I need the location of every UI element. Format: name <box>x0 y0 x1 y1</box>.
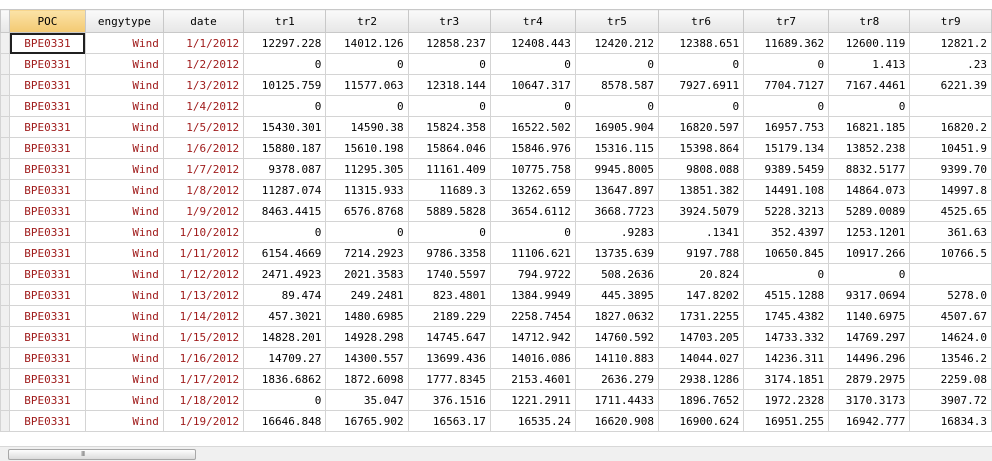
cell-engytype[interactable]: Wind <box>85 348 163 369</box>
row-header[interactable] <box>1 369 10 390</box>
cell-tr7[interactable]: 5228.3213 <box>744 201 829 222</box>
cell-tr6[interactable]: 16820.597 <box>659 117 744 138</box>
cell-tr4[interactable]: 2258.7454 <box>490 306 575 327</box>
table-row <box>1 369 992 390</box>
cell-tr6[interactable]: 147.8202 <box>659 285 744 306</box>
cell-tr4[interactable]: 10647.317 <box>490 75 575 96</box>
cell-tr3[interactable]: 15824.358 <box>408 117 490 138</box>
grip-lines-icon: III <box>81 450 85 458</box>
cell-date[interactable]: 1/16/2012 <box>163 348 243 369</box>
cell-tr9[interactable]: 16820.2 <box>910 117 992 138</box>
cell-tr3[interactable]: 823.4801 <box>408 285 490 306</box>
cell-tr3[interactable]: 2189.229 <box>408 306 490 327</box>
cell-tr8[interactable]: 1253.1201 <box>829 222 910 243</box>
table-row <box>1 243 992 264</box>
cell-tr6[interactable]: 15398.864 <box>659 138 744 159</box>
cell-tr1[interactable]: 16646.848 <box>244 411 326 432</box>
cell-tr2[interactable]: 1480.6985 <box>326 306 408 327</box>
cell-tr1[interactable]: 0 <box>244 96 326 117</box>
cell-tr5[interactable]: 16620.908 <box>575 411 658 432</box>
cell-tr8[interactable]: 14769.297 <box>829 327 910 348</box>
cell-tr8[interactable]: 14864.073 <box>829 180 910 201</box>
cell-tr4[interactable]: 15846.976 <box>490 138 575 159</box>
cell-tr4[interactable]: 16535.24 <box>490 411 575 432</box>
cell-tr4[interactable]: 11106.621 <box>490 243 575 264</box>
cell-tr6[interactable]: 16900.624 <box>659 411 744 432</box>
table-row <box>1 117 992 138</box>
cell-tr8[interactable]: 0 <box>829 264 910 285</box>
cell-tr9[interactable]: 10766.5 <box>910 243 992 264</box>
cell-tr9[interactable]: 2259.08 <box>910 369 992 390</box>
row-header[interactable] <box>1 159 10 180</box>
table-row <box>1 96 992 117</box>
cell-tr2[interactable]: 11315.933 <box>326 180 408 201</box>
cell-poc[interactable]: BPE0331 <box>10 222 86 243</box>
cell-tr7[interactable]: 14236.311 <box>744 348 829 369</box>
cell-poc[interactable]: BPE0331 <box>10 96 86 117</box>
table-row <box>1 54 992 75</box>
cell-tr2[interactable]: 15610.198 <box>326 138 408 159</box>
cell-date[interactable]: 1/10/2012 <box>163 222 243 243</box>
cell-tr6[interactable]: 9197.788 <box>659 243 744 264</box>
cell-tr1[interactable]: 12297.228 <box>244 33 326 54</box>
cell-poc[interactable]: BPE0331 <box>10 159 86 180</box>
cell-tr1[interactable]: 11287.074 <box>244 180 326 201</box>
cell-tr4[interactable]: 13262.659 <box>490 180 575 201</box>
cell-tr4[interactable]: 10775.758 <box>490 159 575 180</box>
cell-tr2[interactable]: 0 <box>326 222 408 243</box>
cell-tr1[interactable]: 89.474 <box>244 285 326 306</box>
cell-engytype[interactable]: Wind <box>85 411 163 432</box>
cell-tr9[interactable]: 10451.9 <box>910 138 992 159</box>
cell-tr5[interactable]: 445.3895 <box>575 285 658 306</box>
cell-tr7[interactable]: 10650.845 <box>744 243 829 264</box>
cell-tr8[interactable]: 2879.2975 <box>829 369 910 390</box>
column-header-tr3[interactable]: tr3 <box>408 10 490 33</box>
cell-poc[interactable]: BPE0331 <box>10 33 86 54</box>
cell-tr3[interactable]: 14745.647 <box>408 327 490 348</box>
cell-tr4[interactable]: 14712.942 <box>490 327 575 348</box>
cell-tr2[interactable]: 2021.3583 <box>326 264 408 285</box>
cell-poc[interactable]: BPE0331 <box>10 390 86 411</box>
cell-tr4[interactable]: 1221.2911 <box>490 390 575 411</box>
cell-engytype[interactable]: Wind <box>85 327 163 348</box>
cell-tr8[interactable]: 16821.185 <box>829 117 910 138</box>
data-table <box>0 9 992 432</box>
cell-tr9[interactable]: 4507.67 <box>910 306 992 327</box>
cell-tr5[interactable]: .9283 <box>575 222 658 243</box>
cell-poc[interactable]: BPE0331 <box>10 54 86 75</box>
row-header[interactable] <box>1 390 10 411</box>
cell-date[interactable]: 1/12/2012 <box>163 264 243 285</box>
cell-tr5[interactable]: 3668.7723 <box>575 201 658 222</box>
cell-tr2[interactable]: 6576.8768 <box>326 201 408 222</box>
cell-tr6[interactable]: 0 <box>659 96 744 117</box>
cell-tr4[interactable]: 0 <box>490 96 575 117</box>
cell-tr8[interactable]: 9317.0694 <box>829 285 910 306</box>
cell-tr7[interactable]: 3174.1851 <box>744 369 829 390</box>
cell-tr5[interactable]: 508.2636 <box>575 264 658 285</box>
cell-tr2[interactable]: 0 <box>326 54 408 75</box>
grid-body <box>1 33 992 432</box>
cell-tr3[interactable]: 11689.3 <box>408 180 490 201</box>
cell-poc[interactable]: BPE0331 <box>10 138 86 159</box>
cell-tr7[interactable]: 14491.108 <box>744 180 829 201</box>
cell-tr1[interactable]: 6154.4669 <box>244 243 326 264</box>
table-row <box>1 159 992 180</box>
cell-tr3[interactable]: 9786.3358 <box>408 243 490 264</box>
cell-tr8[interactable]: 5289.0089 <box>829 201 910 222</box>
cell-tr2[interactable]: 14012.126 <box>326 33 408 54</box>
cell-tr5[interactable]: 16905.904 <box>575 117 658 138</box>
cell-tr2[interactable]: 14300.557 <box>326 348 408 369</box>
cell-tr5[interactable]: 2636.279 <box>575 369 658 390</box>
cell-tr1[interactable]: 15430.301 <box>244 117 326 138</box>
table-row <box>1 264 992 285</box>
cell-tr9[interactable] <box>910 96 992 117</box>
cell-date[interactable]: 1/3/2012 <box>163 75 243 96</box>
cell-tr5[interactable]: 9945.8005 <box>575 159 658 180</box>
cell-tr6[interactable]: 14044.027 <box>659 348 744 369</box>
cell-tr2[interactable]: 14928.298 <box>326 327 408 348</box>
cell-poc[interactable]: BPE0331 <box>10 264 86 285</box>
row-header[interactable] <box>1 54 10 75</box>
cell-tr8[interactable]: 1.413 <box>829 54 910 75</box>
cell-tr8[interactable]: 10917.266 <box>829 243 910 264</box>
column-header-tr7[interactable]: tr7 <box>744 10 829 33</box>
cell-poc[interactable]: BPE0331 <box>10 306 86 327</box>
cell-tr6[interactable]: 13851.382 <box>659 180 744 201</box>
cell-tr3[interactable]: 0 <box>408 96 490 117</box>
cell-tr3[interactable]: 1740.5597 <box>408 264 490 285</box>
cell-engytype[interactable]: Wind <box>85 243 163 264</box>
cell-engytype[interactable]: Wind <box>85 285 163 306</box>
cell-tr2[interactable]: 16765.902 <box>326 411 408 432</box>
table-row <box>1 180 992 201</box>
column-header-tr5[interactable]: tr5 <box>575 10 658 33</box>
column-header-tr1[interactable]: tr1 <box>244 10 326 33</box>
cell-poc[interactable]: BPE0331 <box>10 243 86 264</box>
cell-tr9[interactable]: 13546.2 <box>910 348 992 369</box>
cell-tr5[interactable]: 1711.4433 <box>575 390 658 411</box>
cell-tr7[interactable]: 352.4397 <box>744 222 829 243</box>
row-header[interactable] <box>1 306 10 327</box>
cell-tr3[interactable]: 5889.5828 <box>408 201 490 222</box>
cell-tr2[interactable]: 1872.6098 <box>326 369 408 390</box>
cell-tr3[interactable]: 15864.046 <box>408 138 490 159</box>
cell-tr6[interactable]: 14703.205 <box>659 327 744 348</box>
cell-tr8[interactable]: 16942.777 <box>829 411 910 432</box>
cell-tr5[interactable]: 14110.883 <box>575 348 658 369</box>
cell-tr3[interactable]: 1777.8345 <box>408 369 490 390</box>
cell-poc[interactable]: BPE0331 <box>10 411 86 432</box>
cell-date[interactable]: 1/14/2012 <box>163 306 243 327</box>
cell-engytype[interactable]: Wind <box>85 222 163 243</box>
cell-tr4[interactable]: 12408.443 <box>490 33 575 54</box>
cell-tr1[interactable]: 0 <box>244 390 326 411</box>
cell-date[interactable]: 1/7/2012 <box>163 159 243 180</box>
cell-tr9[interactable]: .23 <box>910 54 992 75</box>
cell-engytype[interactable]: Wind <box>85 33 163 54</box>
cell-tr5[interactable]: 0 <box>575 96 658 117</box>
cell-tr4[interactable]: 0 <box>490 54 575 75</box>
cell-date[interactable]: 1/1/2012 <box>163 33 243 54</box>
row-header[interactable] <box>1 33 10 54</box>
cell-tr9[interactable]: 6221.39 <box>910 75 992 96</box>
row-header[interactable] <box>1 138 10 159</box>
cell-engytype[interactable]: Wind <box>85 159 163 180</box>
cell-tr4[interactable]: 0 <box>490 222 575 243</box>
cell-tr2[interactable]: 249.2481 <box>326 285 408 306</box>
cell-tr5[interactable]: 0 <box>575 54 658 75</box>
cell-tr4[interactable]: 2153.4601 <box>490 369 575 390</box>
cell-tr1[interactable]: 9378.087 <box>244 159 326 180</box>
cell-engytype[interactable]: Wind <box>85 96 163 117</box>
row-header[interactable] <box>1 222 10 243</box>
cell-tr6[interactable]: 3924.5079 <box>659 201 744 222</box>
column-header-tr8[interactable]: tr8 <box>829 10 910 33</box>
cell-engytype[interactable]: Wind <box>85 306 163 327</box>
cell-tr4[interactable]: 1384.9949 <box>490 285 575 306</box>
table-row <box>1 33 992 54</box>
row-header[interactable] <box>1 411 10 432</box>
cell-date[interactable]: 1/6/2012 <box>163 138 243 159</box>
cell-date[interactable]: 1/2/2012 <box>163 54 243 75</box>
cell-date[interactable]: 1/11/2012 <box>163 243 243 264</box>
column-header-engytype[interactable]: engytype <box>85 10 163 33</box>
cell-tr5[interactable]: 13647.897 <box>575 180 658 201</box>
cell-tr6[interactable]: 0 <box>659 54 744 75</box>
cell-tr5[interactable]: 15316.115 <box>575 138 658 159</box>
table-row <box>1 222 992 243</box>
cell-poc[interactable]: BPE0331 <box>10 201 86 222</box>
table-row <box>1 285 992 306</box>
cell-tr6[interactable]: .1341 <box>659 222 744 243</box>
cell-tr9[interactable]: 3907.72 <box>910 390 992 411</box>
column-header-date[interactable]: date <box>163 10 243 33</box>
table-row <box>1 390 992 411</box>
cell-poc[interactable]: BPE0331 <box>10 180 86 201</box>
cell-tr6[interactable]: 9808.088 <box>659 159 744 180</box>
cell-tr9[interactable]: 361.63 <box>910 222 992 243</box>
scrollbar-thumb[interactable] <box>8 449 196 460</box>
table-row <box>1 411 992 432</box>
header-row <box>1 10 992 33</box>
cell-engytype[interactable]: Wind <box>85 390 163 411</box>
corner-cell[interactable] <box>1 10 10 33</box>
row-header[interactable] <box>1 264 10 285</box>
cell-tr9[interactable]: 9399.70 <box>910 159 992 180</box>
cell-tr4[interactable]: 16522.502 <box>490 117 575 138</box>
cell-tr5[interactable]: 12420.212 <box>575 33 658 54</box>
cell-tr8[interactable]: 8832.5177 <box>829 159 910 180</box>
cell-tr6[interactable]: 1731.2255 <box>659 306 744 327</box>
column-header-tr2[interactable]: tr2 <box>326 10 408 33</box>
cell-poc[interactable]: BPE0331 <box>10 348 86 369</box>
cell-tr1[interactable]: 0 <box>244 222 326 243</box>
cell-poc[interactable]: BPE0331 <box>10 285 86 306</box>
table-row <box>1 348 992 369</box>
cell-tr8[interactable]: 1140.6975 <box>829 306 910 327</box>
cell-tr7[interactable]: 7704.7127 <box>744 75 829 96</box>
cell-tr9[interactable]: 14997.8 <box>910 180 992 201</box>
cell-tr2[interactable]: 11577.063 <box>326 75 408 96</box>
cell-tr7[interactable]: 15179.134 <box>744 138 829 159</box>
cell-tr3[interactable]: 376.1516 <box>408 390 490 411</box>
cell-tr6[interactable]: 7927.6911 <box>659 75 744 96</box>
cell-tr4[interactable]: 3654.6112 <box>490 201 575 222</box>
cell-tr7[interactable]: 1972.2328 <box>744 390 829 411</box>
table-row <box>1 327 992 348</box>
cell-tr3[interactable]: 16563.17 <box>408 411 490 432</box>
cell-tr5[interactable]: 14760.592 <box>575 327 658 348</box>
cell-tr8[interactable]: 0 <box>829 96 910 117</box>
row-header[interactable] <box>1 285 10 306</box>
cell-tr6[interactable]: 1896.7652 <box>659 390 744 411</box>
cell-engytype[interactable]: Wind <box>85 264 163 285</box>
cell-poc[interactable]: BPE0331 <box>10 327 86 348</box>
table-row <box>1 201 992 222</box>
cell-tr7[interactable]: 4515.1288 <box>744 285 829 306</box>
cell-tr8[interactable]: 3170.3173 <box>829 390 910 411</box>
cell-date[interactable]: 1/15/2012 <box>163 327 243 348</box>
cell-tr7[interactable]: 1745.4382 <box>744 306 829 327</box>
cell-engytype[interactable]: Wind <box>85 54 163 75</box>
cell-date[interactable]: 1/19/2012 <box>163 411 243 432</box>
cell-tr3[interactable]: 12858.237 <box>408 33 490 54</box>
cell-engytype[interactable]: Wind <box>85 180 163 201</box>
row-header[interactable] <box>1 96 10 117</box>
cell-tr8[interactable]: 7167.4461 <box>829 75 910 96</box>
cell-date[interactable]: 1/5/2012 <box>163 117 243 138</box>
cell-tr2[interactable]: 35.047 <box>326 390 408 411</box>
cell-tr7[interactable]: 16951.255 <box>744 411 829 432</box>
cell-date[interactable]: 1/8/2012 <box>163 180 243 201</box>
cell-tr5[interactable]: 8578.587 <box>575 75 658 96</box>
table-row <box>1 138 992 159</box>
cell-tr3[interactable]: 0 <box>408 222 490 243</box>
cell-tr3[interactable]: 11161.409 <box>408 159 490 180</box>
cell-engytype[interactable]: Wind <box>85 138 163 159</box>
cell-tr6[interactable]: 20.824 <box>659 264 744 285</box>
cell-poc[interactable]: BPE0331 <box>10 369 86 390</box>
cell-tr5[interactable]: 1827.0632 <box>575 306 658 327</box>
row-header[interactable] <box>1 348 10 369</box>
row-header[interactable] <box>1 201 10 222</box>
cell-engytype[interactable]: Wind <box>85 117 163 138</box>
column-header-tr9[interactable]: tr9 <box>910 10 992 33</box>
cell-tr9[interactable]: 5278.0 <box>910 285 992 306</box>
cell-tr9[interactable] <box>910 264 992 285</box>
cell-tr2[interactable]: 7214.2923 <box>326 243 408 264</box>
cell-tr4[interactable]: 794.9722 <box>490 264 575 285</box>
cell-engytype[interactable]: Wind <box>85 369 163 390</box>
cell-tr2[interactable]: 14590.38 <box>326 117 408 138</box>
table-row <box>1 306 992 327</box>
cell-tr2[interactable]: 11295.305 <box>326 159 408 180</box>
cell-tr3[interactable]: 13699.436 <box>408 348 490 369</box>
row-header[interactable] <box>1 180 10 201</box>
cell-date[interactable]: 1/9/2012 <box>163 201 243 222</box>
cell-tr7[interactable]: 16957.753 <box>744 117 829 138</box>
cell-tr9[interactable]: 12821.2 <box>910 33 992 54</box>
cell-tr1[interactable]: 1836.6862 <box>244 369 326 390</box>
cell-tr7[interactable]: 0 <box>744 96 829 117</box>
cell-tr2[interactable]: 0 <box>326 96 408 117</box>
cell-tr9[interactable]: 16834.3 <box>910 411 992 432</box>
cell-tr1[interactable]: 0 <box>244 54 326 75</box>
cell-date[interactable]: 1/18/2012 <box>163 390 243 411</box>
table-row <box>1 75 992 96</box>
cell-tr1[interactable]: 2471.4923 <box>244 264 326 285</box>
column-header-poc[interactable]: POC <box>10 10 86 33</box>
horizontal-scrollbar[interactable] <box>0 446 992 461</box>
row-header[interactable] <box>1 327 10 348</box>
cell-tr8[interactable]: 13852.238 <box>829 138 910 159</box>
row-header[interactable] <box>1 117 10 138</box>
cell-tr5[interactable]: 13735.639 <box>575 243 658 264</box>
cell-date[interactable]: 1/17/2012 <box>163 369 243 390</box>
cell-tr8[interactable]: 14496.296 <box>829 348 910 369</box>
cell-poc[interactable]: BPE0331 <box>10 75 86 96</box>
row-header[interactable] <box>1 243 10 264</box>
cell-date[interactable]: 1/13/2012 <box>163 285 243 306</box>
column-header-tr4[interactable]: tr4 <box>490 10 575 33</box>
cell-engytype[interactable]: Wind <box>85 201 163 222</box>
cell-tr6[interactable]: 2938.1286 <box>659 369 744 390</box>
cell-tr9[interactable]: 4525.65 <box>910 201 992 222</box>
cell-tr7[interactable]: 0 <box>744 264 829 285</box>
cell-tr1[interactable]: 10125.759 <box>244 75 326 96</box>
cell-tr7[interactable]: 11689.362 <box>744 33 829 54</box>
cell-poc[interactable]: BPE0331 <box>10 117 86 138</box>
cell-tr4[interactable]: 14016.086 <box>490 348 575 369</box>
cell-tr1[interactable]: 15880.187 <box>244 138 326 159</box>
row-header[interactable] <box>1 75 10 96</box>
cell-tr1[interactable]: 457.3021 <box>244 306 326 327</box>
cell-engytype[interactable]: Wind <box>85 75 163 96</box>
cell-tr1[interactable]: 14828.201 <box>244 327 326 348</box>
cell-tr7[interactable]: 0 <box>744 54 829 75</box>
cell-tr9[interactable]: 14624.0 <box>910 327 992 348</box>
cell-tr8[interactable]: 12600.119 <box>829 33 910 54</box>
cell-tr7[interactable]: 14733.332 <box>744 327 829 348</box>
cell-tr1[interactable]: 8463.4415 <box>244 201 326 222</box>
cell-tr6[interactable]: 12388.651 <box>659 33 744 54</box>
cell-date[interactable]: 1/4/2012 <box>163 96 243 117</box>
cell-tr3[interactable]: 0 <box>408 54 490 75</box>
column-header-tr6[interactable]: tr6 <box>659 10 744 33</box>
cell-tr3[interactable]: 12318.144 <box>408 75 490 96</box>
cell-tr7[interactable]: 9389.5459 <box>744 159 829 180</box>
cell-tr1[interactable]: 14709.27 <box>244 348 326 369</box>
